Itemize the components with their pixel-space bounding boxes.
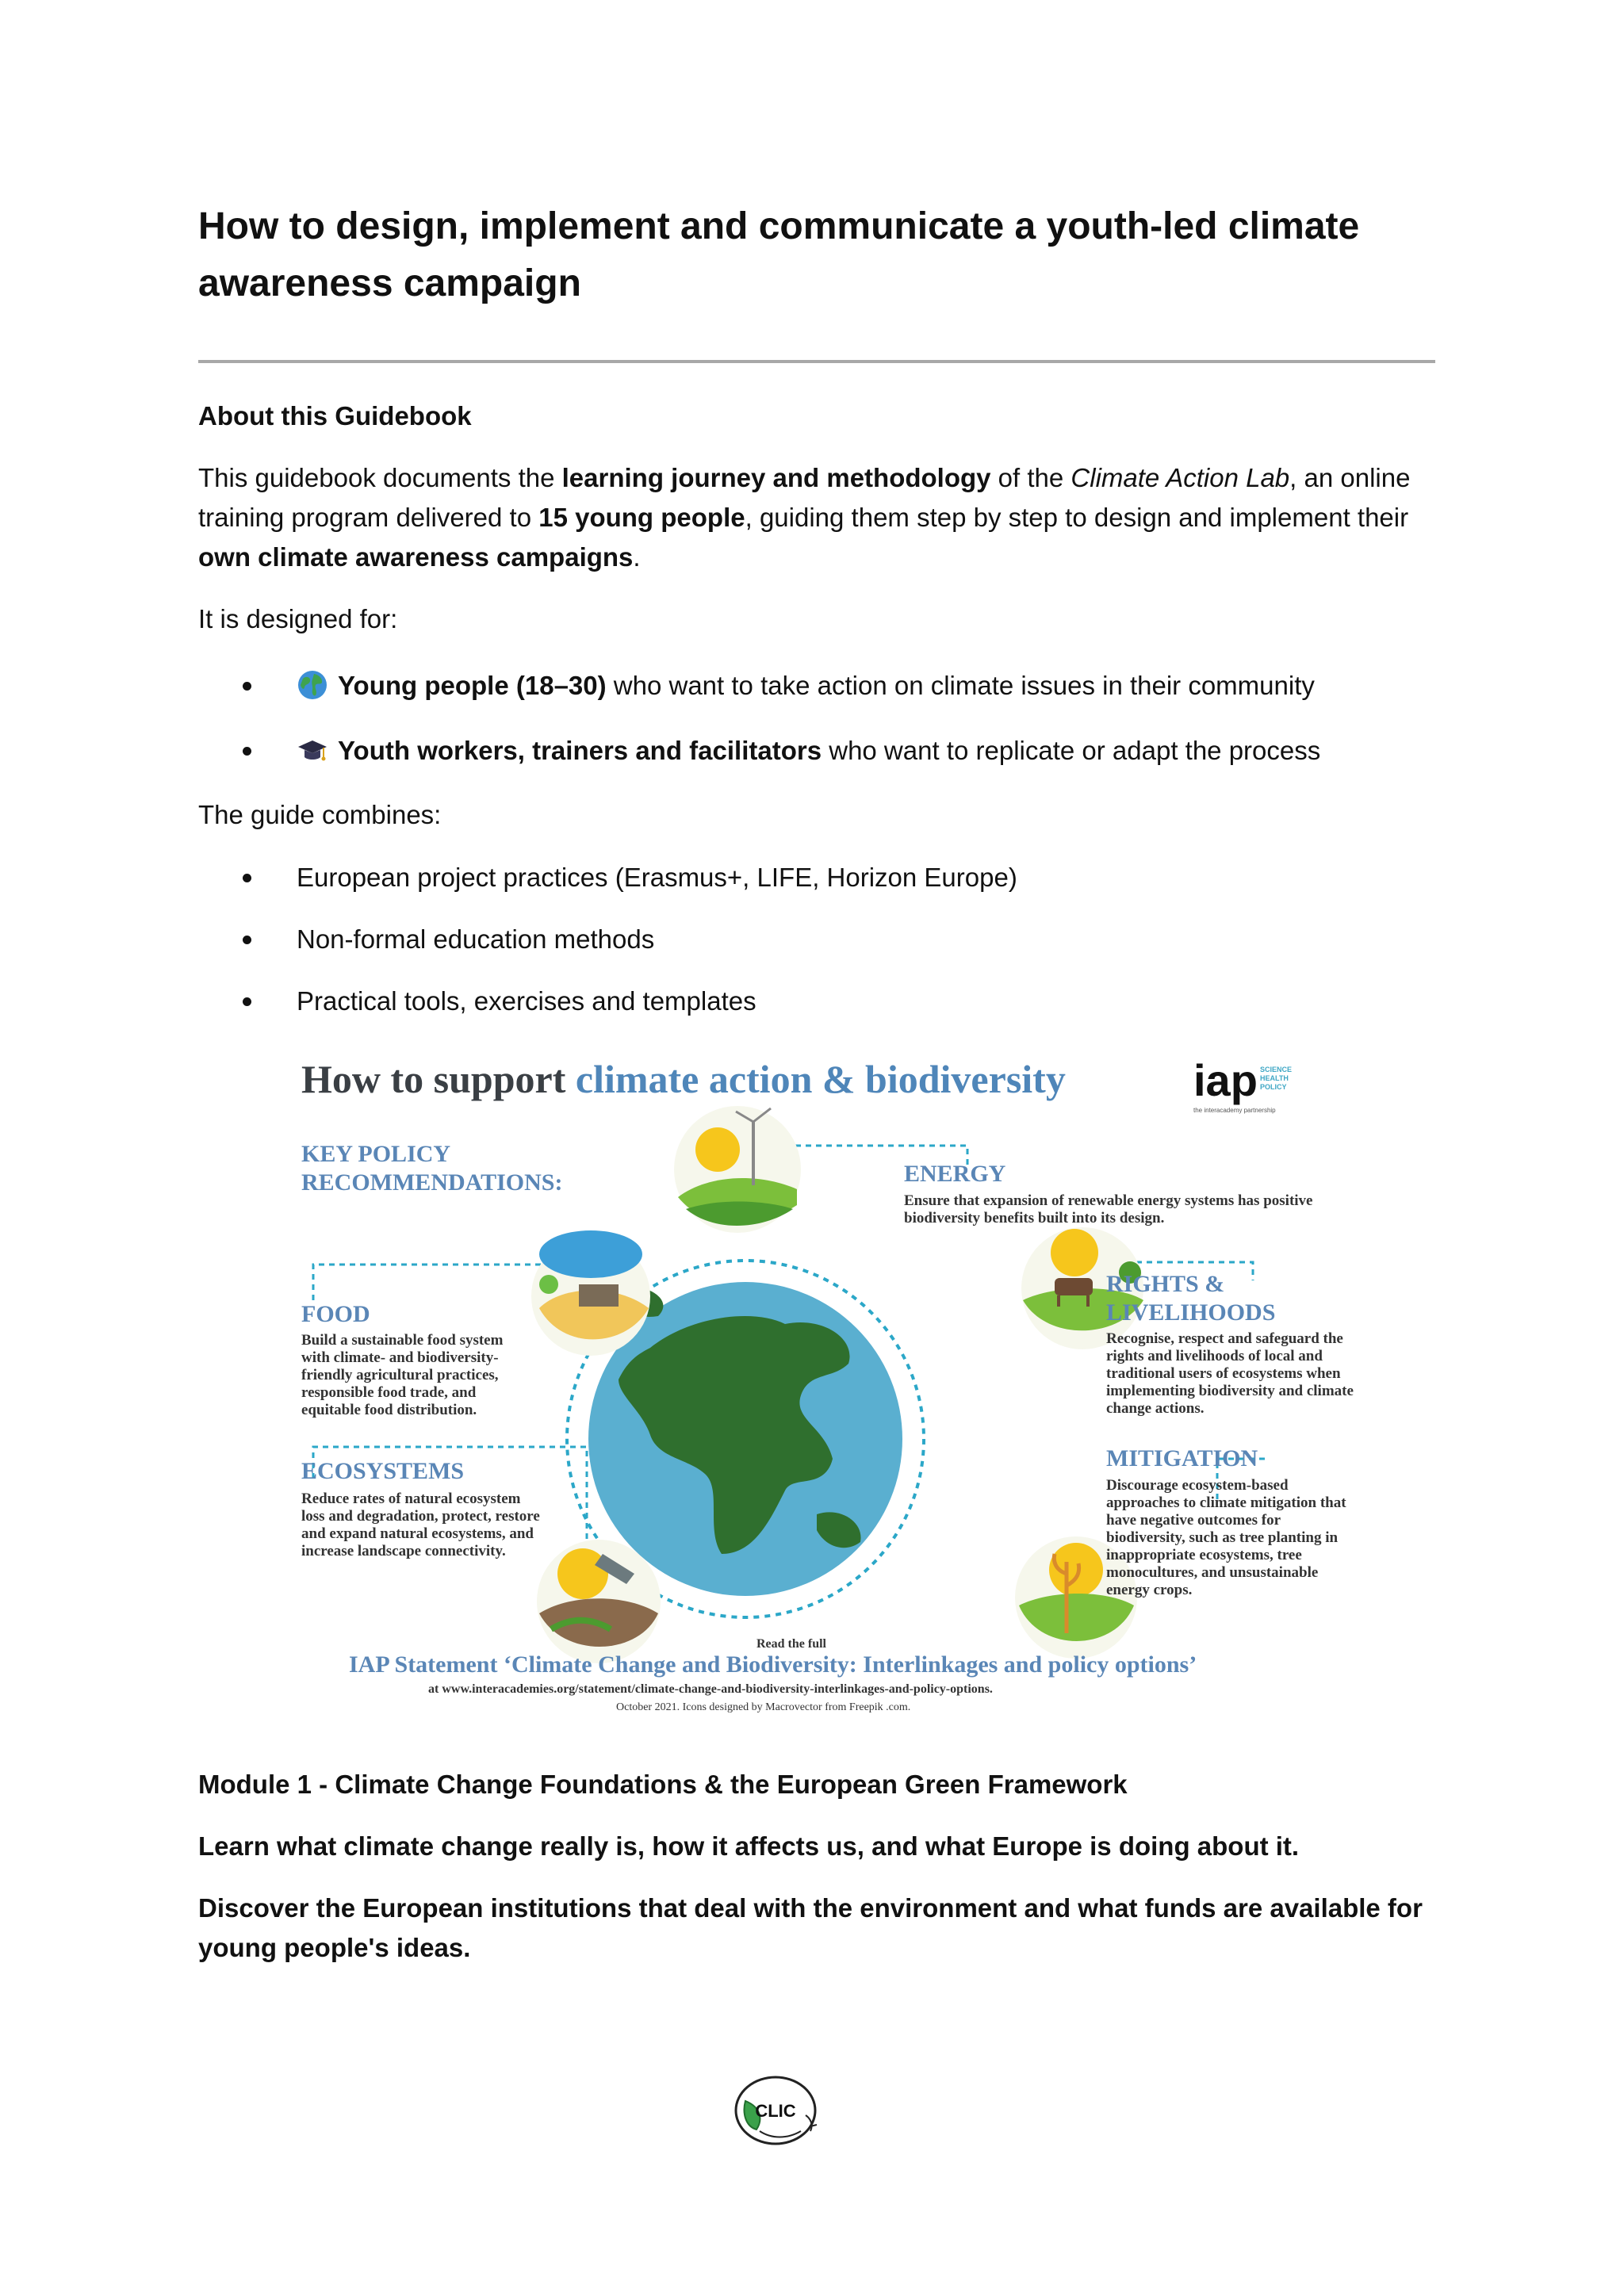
about-heading: About this Guidebook (198, 401, 472, 430)
rights-text: Recognise, respect and safeguard the rights and livelihoods of local and traditional users of ecosystems when implementing biodiversity and climate change actions. (1106, 1330, 1354, 1417)
energy-heading: ENERGY (904, 1161, 1006, 1187)
about-paragraph: This guidebook documents the learning journey and methodology of the Climate Action Lab, an online training program delivered to 15 young people, guiding them step by step to design and implement their own climate awareness campaigns. (198, 463, 1411, 572)
bullet (243, 936, 251, 944)
food-heading: FOOD (301, 1301, 370, 1327)
mitigation-heading: MITIGATION (1106, 1445, 1258, 1471)
graduation-cap-icon (297, 734, 328, 766)
module-line-1: Learn what climate change really is, how it affects us, and what Europe is doing about it. (198, 1831, 1300, 1861)
clic-logo (728, 2069, 831, 2149)
climate-biodiversity-infographic (278, 1047, 1538, 1720)
combines-label: The guide combines: (198, 800, 442, 829)
iap-statement-title: IAP Statement ‘Climate Change and Biodiversity: Interlinkages and policy options’ (349, 1651, 1197, 1678)
page-title: How to design, implement and communicate a youth-led climate awareness campaign (198, 205, 1360, 304)
bullet (243, 747, 251, 756)
bullet (243, 997, 251, 1006)
icon-credit: October 2021. Icons designed by Macrovector from Freepik .com. (616, 1701, 911, 1713)
bullet (243, 874, 251, 882)
bullet (243, 682, 251, 691)
globe-icon (297, 669, 328, 701)
key-policy-heading: KEY POLICY RECOMMENDATIONS: (301, 1141, 563, 1196)
module-line-2: Discover the European institutions that deal with the environment and what funds are available for young people's ideas. (198, 1893, 1423, 1962)
module-heading: Module 1 - Climate Change Foundations & the European Green Framework (198, 1770, 1128, 1799)
read-full-label: Read the full (756, 1637, 826, 1651)
clic-logo-text: CLIC (755, 2101, 796, 2121)
ecosystems-icon (537, 1540, 661, 1663)
designed-for-label: It is designed for: (198, 604, 398, 633)
energy-text: Ensure that expansion of renewable energy systems has positive biodiversity benefits built into its design. (904, 1192, 1313, 1226)
ecosystems-heading: ECOSYSTEMS (301, 1458, 465, 1484)
title-divider (198, 360, 1435, 363)
food-text: Build a sustainable food system with climate- and biodiversity-friendly agricultural practices, responsible food trade, and equitable food distribution. (301, 1332, 504, 1418)
iap-logo: iap SCIENCE HEALTH POLICY the interacademy partnership (1193, 1055, 1293, 1114)
rights-heading: RIGHTS & LIVELIHOODS (1106, 1271, 1276, 1326)
infographic-title: How to support climate action & biodiversity (301, 1057, 1066, 1101)
statement-url: at www.interacademies.org/statement/climate-change-and-biodiversity-interlinkages-and-policy-options. (428, 1682, 993, 1696)
energy-icon (674, 1106, 801, 1233)
ecosystems-text: Reduce rates of natural ecosystem loss and degradation, protect, restore and expand natural ecosystems, and increase landscape connectivity. (301, 1490, 540, 1559)
food-icon (531, 1230, 650, 1356)
mitigation-text: Discourage ecosystem-based approaches to climate mitigation that have negative outcomes for biodiversity, such as tree planting in inappropriate ecosystems, tree monocultures, and unsustainable energy crops. (1106, 1477, 1346, 1598)
